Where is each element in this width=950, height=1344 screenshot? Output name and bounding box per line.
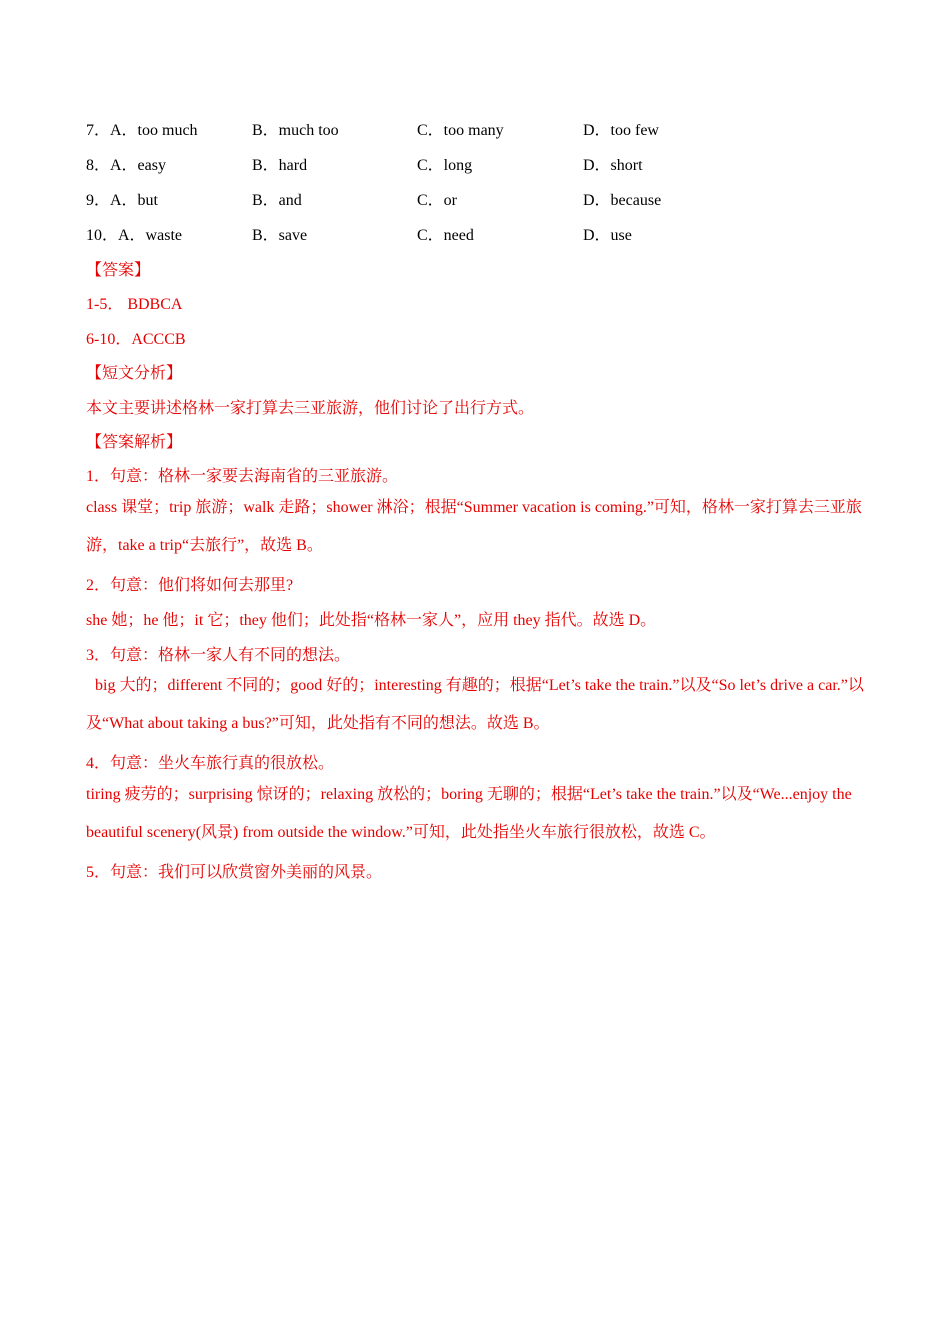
option-a: 7．A．too much xyxy=(86,122,198,139)
option-c: C．too many xyxy=(417,122,504,139)
q5-title: 5．句意：我们可以欣赏窗外美丽的风景。 xyxy=(86,864,383,881)
q3-title: 3．句意：格林一家人有不同的想法。 xyxy=(86,647,351,664)
option-a: 9．A．but xyxy=(86,192,159,209)
option-a: 10．A．waste xyxy=(86,227,182,244)
option-c: C．long xyxy=(417,157,473,174)
option-b: B．much too xyxy=(252,122,339,139)
q3-explanation: big 大的；different 不同的；good 好的；interesting 有趣的；根据“Let’s take the train.”以及“So let’s drive a car.”以及“What about taking a bus?”可知，此处指有不同的想法。故选 B。 xyxy=(86,677,864,732)
answer-heading: 【答案】 xyxy=(86,262,151,279)
analysis-heading: 【答案解析】 xyxy=(86,434,183,451)
q2-explanation: she 她；he 他；it 它；they 他们；此处指“格林一家人”，应用 they 指代。故选 D。 xyxy=(86,612,657,629)
q1-explanation: class 课堂；trip 旅游；walk 走路；shower 淋浴；根据“Summer vacation is coming.”可知，格林一家打算去三亚旅游，take a trip“去旅行”，故选 B。 xyxy=(86,499,862,554)
summary-heading: 【短文分析】 xyxy=(86,365,183,382)
option-d: D．use xyxy=(583,227,632,244)
option-d: D．too few xyxy=(583,122,659,139)
option-b: B．hard xyxy=(252,157,308,174)
answer-line-6-10: 6-10．ACCCB xyxy=(86,331,186,348)
option-d: D．short xyxy=(583,157,643,174)
option-c: C．need xyxy=(417,227,474,244)
q4-title: 4．句意：坐火车旅行真的很放松。 xyxy=(86,755,335,772)
answer-line-1-5: 1-5． BDBCA xyxy=(86,296,183,313)
option-a: 8．A．easy xyxy=(86,157,166,174)
q4-explanation: tiring 疲劳的；surprising 惊讶的；relaxing 放松的；boring 无聊的；根据“Let’s take the train.”以及“We...enjoy the beautiful scenery(风景) from outside the window.”可知，此处指坐火车旅行很放松，故选 C。 xyxy=(86,786,852,841)
option-b: B．save xyxy=(252,227,308,244)
option-b: B．and xyxy=(252,192,302,209)
q1-title: 1．句意：格林一家要去海南省的三亚旅游。 xyxy=(86,468,399,485)
summary-text: 本文主要讲述格林一家打算去三亚旅游，他们讨论了出行方式。 xyxy=(86,400,535,417)
q2-title: 2．句意：他们将如何去那里? xyxy=(86,577,294,594)
option-d: D．because xyxy=(583,192,662,209)
option-c: C．or xyxy=(417,192,458,209)
